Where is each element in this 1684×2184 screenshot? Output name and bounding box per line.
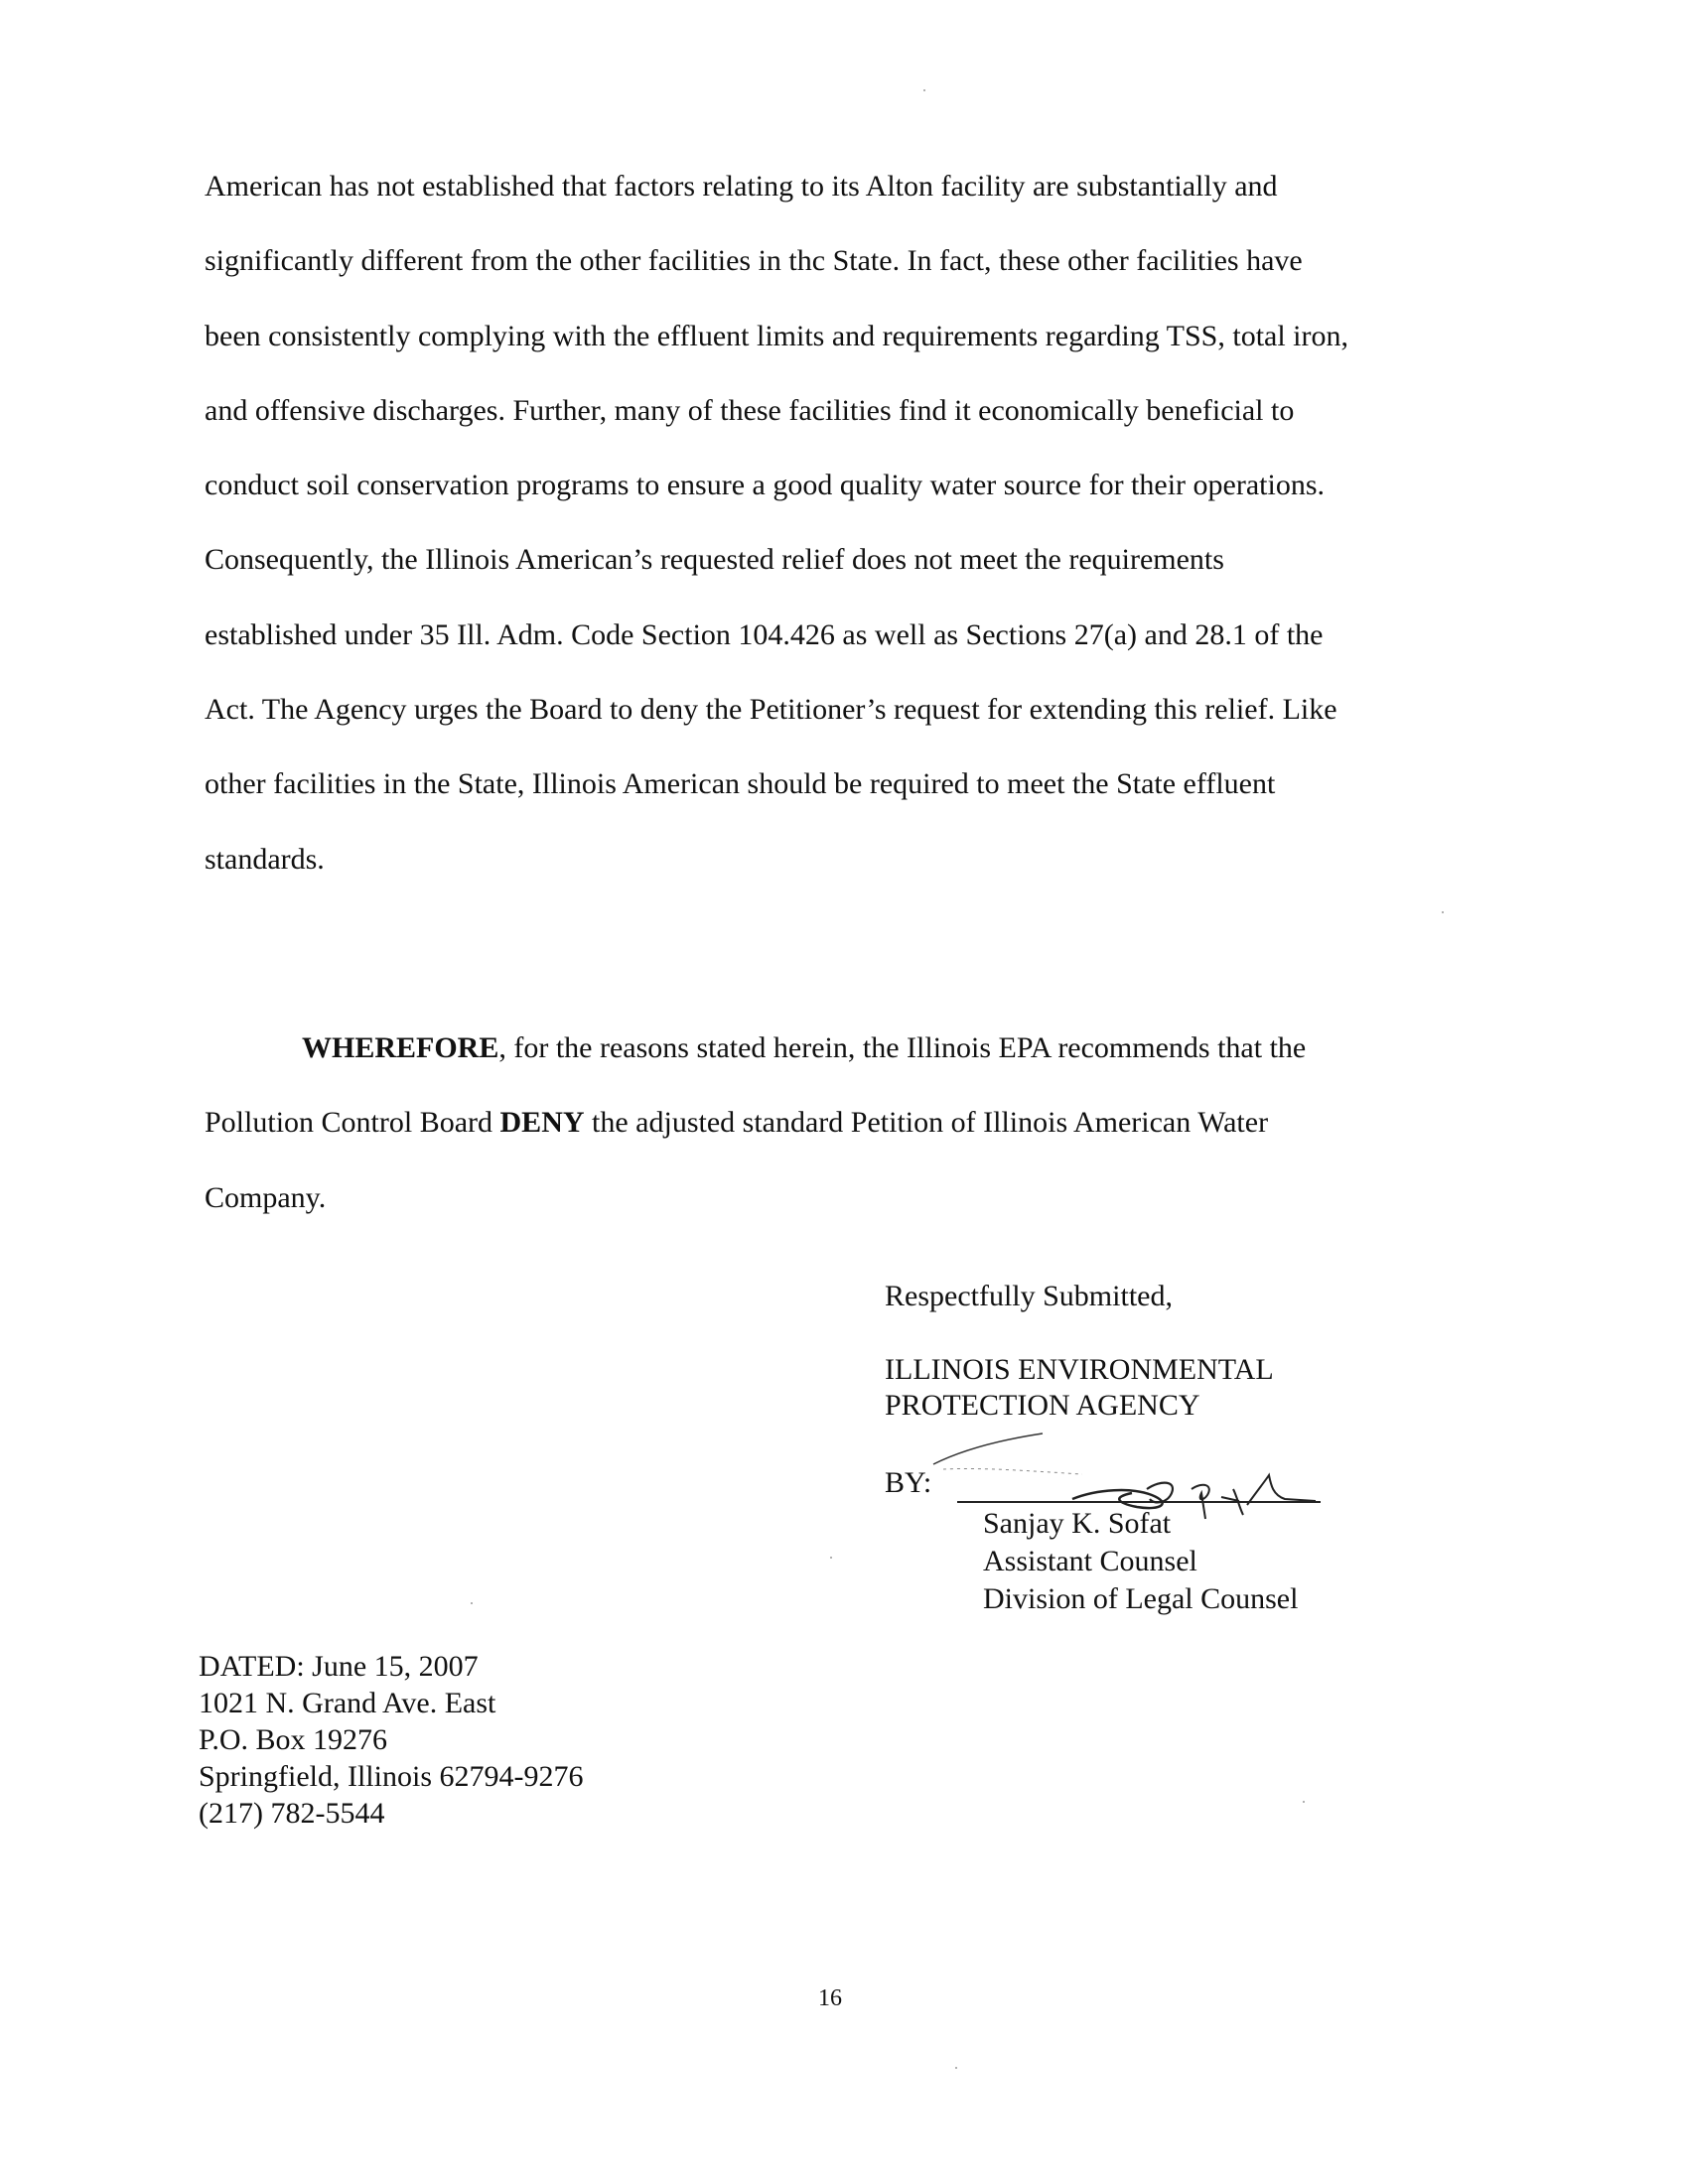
dated-line: DATED: June 15, 2007 [199,1650,479,1683]
body-line-10: standards. [205,842,325,876]
scan-speck [1303,1801,1305,1803]
wherefore-lead: WHEREFORE [302,1031,499,1064]
body-line-5: conduct soil conservation programs to ensure a good quality water source for their operations. [205,469,1326,502]
respectfully-submitted: Respectfully Submitted, [885,1280,1173,1312]
signer-division: Division of Legal Counsel [983,1582,1299,1615]
body-line-1: American has not established that factors relating to its Alton facility are substantially and [205,170,1278,203]
agency-line-1: ILLINOIS ENVIRONMENTAL [885,1353,1274,1386]
scan-speck [471,1602,473,1604]
wherefore-line-1 [205,1011,1505,1085]
agency-line-2: PROTECTION AGENCY [885,1389,1200,1422]
body-line-4: and offensive discharges. Further, many of these facilities find it economically beneficial to [205,393,1295,427]
body-line-8: Act. The Agency urges the Board to deny the Petitioner’s request for extending this relief. Like [205,693,1337,727]
address-line-1: 1021 N. Grand Ave. East [199,1687,496,1719]
wherefore-line-2 [205,1085,1505,1160]
address-line-2: P.O. Box 19276 [199,1723,388,1756]
dated-address-block [199,1648,583,1832]
address-line-3: Springfield, Illinois 62794-9276 [199,1760,584,1793]
body-line-7: established under 35 Ill. Adm. Code Section 104.426 as well as Sections 27(a) and 28.1 of the [205,617,1324,651]
scan-speck [1442,911,1444,913]
scan-speck [830,1557,832,1559]
scan-speck [923,89,925,91]
page-number: 16 [818,1985,842,2011]
deny-emphasis: DENY [499,1106,585,1140]
wherefore-line-2-post: the adjusted standard Petition of Illinois American Water [584,1106,1269,1140]
wherefore-paragraph [205,1011,1505,1235]
body-line-6: Consequently, the Illinois American’s requested relief does not meet the requirements [205,543,1224,577]
wherefore-line-3: Company. [205,1180,327,1214]
body-line-9: other facilities in the State, Illinois American should be required to meet the State effluent [205,767,1276,801]
signer-block [983,1505,1298,1618]
agency-name [885,1352,1274,1424]
body-line-2: significantly different from the other facilities in thc State. In fact, these other facilities have [205,244,1303,278]
by-label: BY: [885,1466,932,1499]
signer-title: Assistant Counsel [983,1545,1197,1577]
body-paragraph [205,149,1505,896]
body-line-3: been consistently complying with the effluent limits and requirements regarding TSS, total iron, [205,319,1349,352]
wherefore-line-2-pre: Pollution Control Board [205,1106,500,1140]
scan-speck [955,2067,957,2069]
signer-name: Sanjay K. Sofat [983,1507,1172,1540]
wherefore-line-1-text: , for the reasons stated herein, the Illinois EPA recommends that the [498,1031,1307,1064]
phone-line: (217) 782-5544 [199,1797,385,1830]
